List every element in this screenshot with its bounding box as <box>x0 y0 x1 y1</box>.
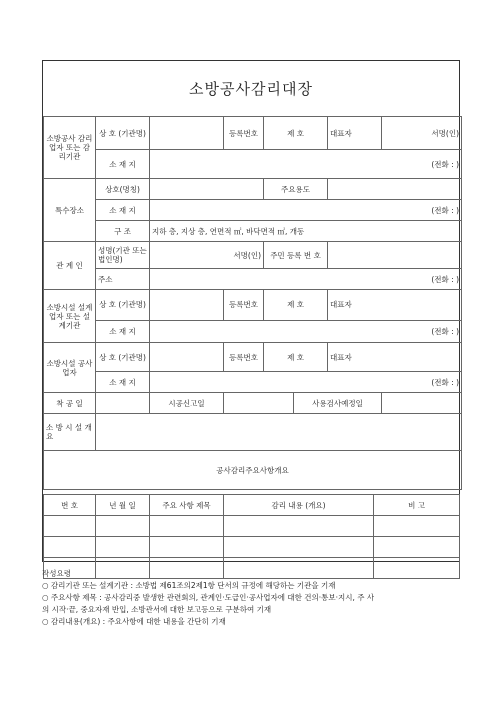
person-address-phone[interactable]: (전화 : ) <box>150 269 462 290</box>
special-address-phone[interactable]: (전화 : ) <box>150 200 462 221</box>
col-note: 비 고 <box>374 495 460 516</box>
facility-summary-value[interactable] <box>96 414 462 451</box>
contractor-rep-label: 대표자 <box>328 343 462 372</box>
name-org-label: 상 호 (기관명) <box>96 117 150 150</box>
register-form <box>42 60 460 562</box>
designer-name-value[interactable] <box>150 290 224 321</box>
structure-label: 구 조 <box>96 221 150 242</box>
address-phone[interactable]: (전화 : ) <box>150 150 462 179</box>
name-org-value[interactable] <box>150 117 224 150</box>
log-row-1-date[interactable] <box>96 516 150 537</box>
inspection-date-value[interactable] <box>382 393 462 414</box>
log-row-2-date[interactable] <box>96 537 150 558</box>
contractor-reg-value[interactable]: 제 호 <box>264 343 328 372</box>
main-use-value[interactable] <box>328 179 462 200</box>
contractor-address-label: 소 재 지 <box>96 372 150 393</box>
contractor-label: 소방시설 공사업자 <box>44 343 96 393</box>
log-row-2-content[interactable] <box>224 537 374 558</box>
note-1: ○ 감리기관 또는 설계기관 : 소방법 제61조의2제1항 단서의 규정에 해당하는 기관을 기재 <box>42 581 336 590</box>
supervisor-label: 소방공사 감리업자 또는 감리기관 <box>44 117 96 179</box>
notes-heading: 작성요령 <box>42 569 71 578</box>
sign-field[interactable]: 서명(인) <box>382 117 462 150</box>
start-date-value[interactable] <box>96 393 150 414</box>
reg-no-label: 등록번호 <box>224 117 264 150</box>
resident-no-value[interactable] <box>328 242 462 269</box>
bldg-name-value[interactable] <box>150 179 264 200</box>
start-date-label: 착 공 일 <box>44 393 96 414</box>
log-row-2-no[interactable] <box>44 537 96 558</box>
designer-reg-value[interactable]: 제 호 <box>264 290 328 321</box>
main-use-label: 주요용도 <box>264 179 328 200</box>
address-label: 소 재 지 <box>96 150 150 179</box>
designer-address-label: 소 재 지 <box>96 320 150 342</box>
construction-report-label: 시공신고일 <box>150 393 224 414</box>
col-subject: 주요 사항 제목 <box>150 495 224 516</box>
note-2-cont: 의 시작·끝, 중요자재 반입, 소방관서에 대한 보고등으로 구분하여 기재 <box>42 605 272 614</box>
log-row-1-no[interactable] <box>44 516 96 537</box>
col-content: 감리 내용 (개요) <box>224 495 374 516</box>
contractor-name-value[interactable] <box>150 343 224 372</box>
person-sign[interactable]: 서명(인) <box>150 242 264 269</box>
construction-report-value[interactable] <box>224 393 294 414</box>
person-address-label: 주소 <box>96 269 150 290</box>
log-table <box>43 494 460 579</box>
writing-guide <box>42 568 462 628</box>
contractor-address-phone[interactable]: (전화 : ) <box>150 372 462 393</box>
log-row-1-note[interactable] <box>374 516 460 537</box>
related-label: 관 계 인 <box>44 242 96 290</box>
form-title: 소방공사감리대장 <box>43 61 459 117</box>
structure-detail[interactable]: 지하 층, 지상 층, 연면적 ㎡, 바닥면적 ㎡, 개동 <box>150 221 462 242</box>
special-address-label: 소 재 지 <box>96 200 150 221</box>
bldg-name-label: 상호(명칭) <box>96 179 150 200</box>
designer-rep-label: 대표자 <box>328 290 462 321</box>
note-3: ○ 감리내용(개요) : 주요사항에 대한 내용을 간단히 기재 <box>42 617 226 626</box>
note-2: ○ 주요사항 제목 : 공사감리중 발생한 관련회의, 관계인·도급인·공사업자에 대한 건의·통보·지시, 주 사 <box>42 593 375 602</box>
resident-no-label: 주민 등록 번 호 <box>264 242 328 269</box>
contractor-reg-label: 등록번호 <box>224 343 264 372</box>
log-row-2-note[interactable] <box>374 537 460 558</box>
col-date: 년 월 일 <box>96 495 150 516</box>
designer-name-label: 상 호 (기관명) <box>96 290 150 321</box>
contractor-name-label: 상 호 (기관명) <box>96 343 150 372</box>
inspection-date-label: 사용검사예정일 <box>294 393 382 414</box>
reg-no-value[interactable]: 제 호 <box>264 117 328 150</box>
rep-label: 대표자 <box>328 117 382 150</box>
facility-summary-label: 소 방 시 설 개요 <box>44 414 96 451</box>
info-table <box>43 116 462 490</box>
log-row-1-subject[interactable] <box>150 516 224 537</box>
special-label: 특수장소 <box>44 179 96 242</box>
log-row-1-content[interactable] <box>224 516 374 537</box>
log-row-2-subject[interactable] <box>150 537 224 558</box>
designer-label: 소방시설 설계업자 또는 설계기관 <box>44 290 96 343</box>
person-name-label: 성명(기관 또는 법인명) <box>96 242 150 269</box>
designer-reg-label: 등록번호 <box>224 290 264 321</box>
col-no: 번 호 <box>44 495 96 516</box>
designer-address-phone[interactable]: (전화 : ) <box>150 320 462 342</box>
main-items-title: 공사감리주요사항개요 <box>44 451 462 490</box>
